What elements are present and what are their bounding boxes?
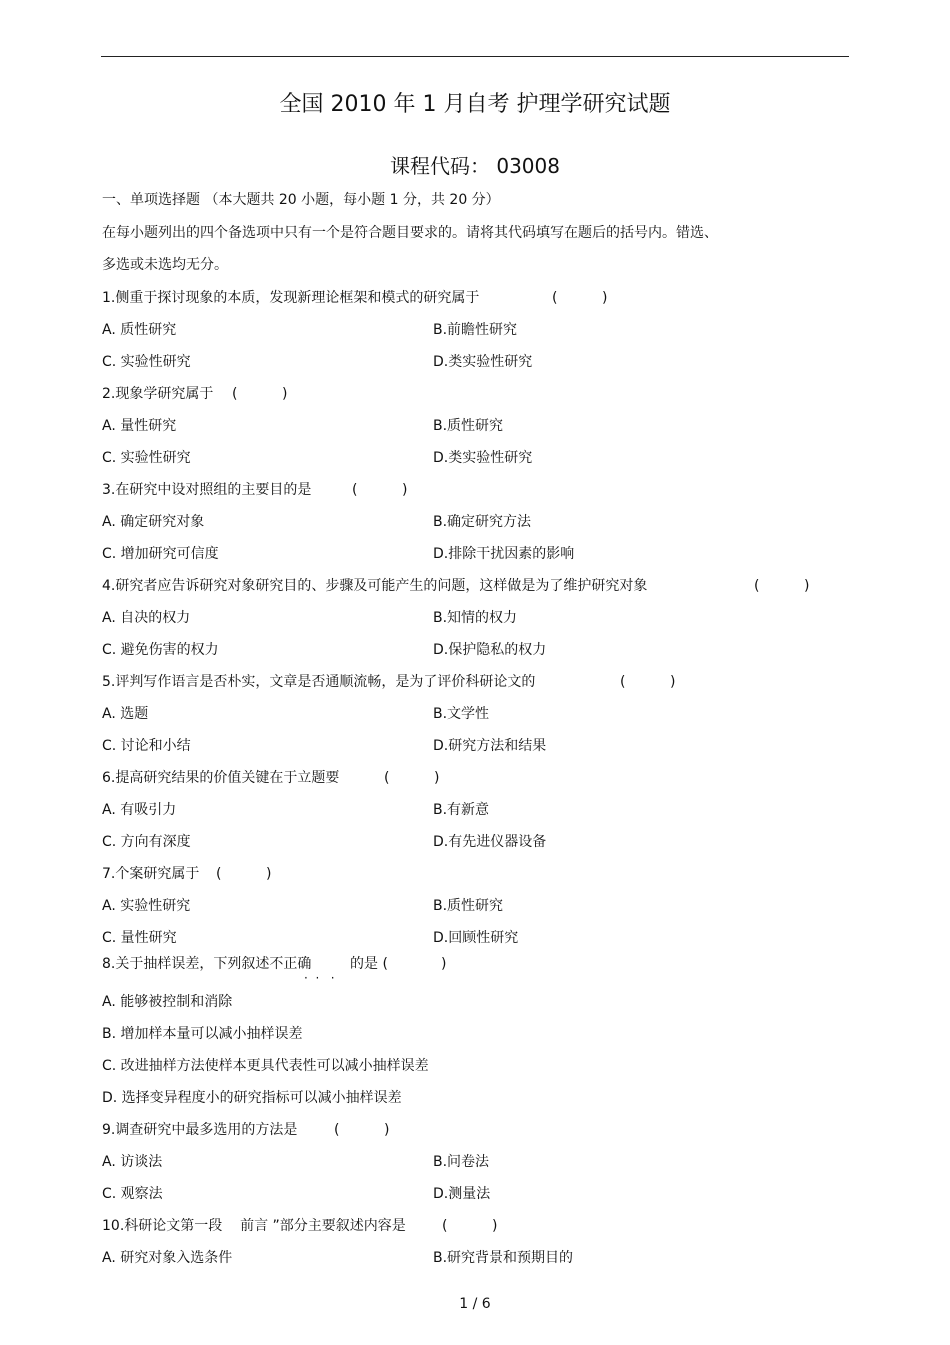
- answer-blank-10: ( ): [442, 1218, 498, 1234]
- q7-option-c: C. 量性研究: [102, 930, 177, 946]
- answer-blank-7: ( ): [216, 866, 272, 882]
- q2-option-c: C. 实验性研究: [102, 450, 191, 466]
- question-stem-3: 3.在研究中设对照组的主要目的是: [102, 482, 312, 498]
- question-stem-4: 4.研究者应告诉研究对象研究目的、步骤及可能产生的问题，这样做是为了维护研究对象: [102, 578, 648, 594]
- q8-option-b: B. 增加样本量可以减小抽样误差: [102, 1026, 303, 1042]
- q10-option-b: B.研究背景和预期目的: [433, 1250, 574, 1266]
- q5-option-a: A. 选题: [102, 706, 149, 722]
- q6-option-d: D.有先进仪器设备: [433, 834, 547, 850]
- q1-option-b: B.前瞻性研究: [433, 322, 518, 338]
- q1-option-a: A. 质性研究: [102, 322, 177, 338]
- q9-option-a: A. 访谈法: [102, 1154, 163, 1170]
- section-heading: 一、单项选择题 （本大题共 20 小题，每小题 1 分，共 20 分）: [102, 192, 500, 208]
- page-title: 全国 2010 年 1 月自考 护理学研究试题: [279, 92, 671, 117]
- answer-blank-4: ( ): [754, 578, 810, 594]
- q4-option-a: A. 自决的权力: [102, 610, 191, 626]
- answer-blank-6: ( ): [384, 770, 440, 786]
- q6-option-a: A. 有吸引力: [102, 802, 177, 818]
- q2-option-b: B.质性研究: [433, 418, 504, 434]
- answer-blank-9: ( ): [334, 1122, 390, 1138]
- q7-option-b: B.质性研究: [433, 898, 504, 914]
- question-stem-6: 6.提高研究结果的价值关键在于立题要: [102, 770, 340, 786]
- answer-blank-5: ( ): [620, 674, 676, 690]
- q9-option-d: D.测量法: [433, 1186, 491, 1202]
- emphasis-dots: · · ·: [304, 971, 335, 985]
- q9-option-c: C. 观察法: [102, 1186, 163, 1202]
- question-stem-1: 1.侧重于探讨现象的本质，发现新理论框架和模式的研究属于: [102, 290, 480, 306]
- q1-option-d: D.类实验性研究: [433, 354, 533, 370]
- q5-option-d: D.研究方法和结果: [433, 738, 547, 754]
- q3-option-a: A. 确定研究对象: [102, 514, 205, 530]
- instructions-line-1: 在每小题列出的四个备选项中只有一个是符合题目要求的。请将其代码填写在题后的括号内。错选、: [102, 225, 718, 241]
- question-stem-7: 7.个案研究属于: [102, 866, 200, 882]
- q4-option-c: C. 避免伤害的权力: [102, 642, 219, 658]
- question-stem-10: 10.科研论文第一段 前言 ”部分主要叙述内容是: [102, 1218, 406, 1234]
- q7-option-d: D.回顾性研究: [433, 930, 519, 946]
- q5-option-c: C. 讨论和小结: [102, 738, 191, 754]
- q8-option-d: D. 选择变异程度小的研究指标可以减小抽样误差: [102, 1090, 402, 1106]
- question-stem-8-tail: 的是 (: [350, 956, 388, 972]
- header-rule: [101, 56, 849, 57]
- answer-blank-3: ( ): [352, 482, 408, 498]
- q4-option-d: D.保护隐私的权力: [433, 642, 547, 658]
- q3-option-c: C. 增加研究可信度: [102, 546, 219, 562]
- answer-blank-2: ( ): [232, 386, 288, 402]
- q3-option-b: B.确定研究方法: [433, 514, 532, 530]
- question-stem-9: 9.调查研究中最多选用的方法是: [102, 1122, 298, 1138]
- q2-option-d: D.类实验性研究: [433, 450, 533, 466]
- q8-option-c: C. 改进抽样方法使样本更具代表性可以减小抽样误差: [102, 1058, 429, 1074]
- answer-blank-1: ( ): [552, 290, 608, 306]
- q9-option-b: B.问卷法: [433, 1154, 490, 1170]
- course-code: 课程代码： 03008: [390, 154, 560, 178]
- answer-blank-8-close: ): [441, 956, 447, 972]
- q5-option-b: B.文学性: [433, 706, 490, 722]
- q10-option-a: A. 研究对象入选条件: [102, 1250, 233, 1266]
- question-stem-5: 5.评判写作语言是否朴实，文章是否通顺流畅，是为了评价科研论文的: [102, 674, 536, 690]
- q8-option-a: A. 能够被控制和消除: [102, 994, 233, 1010]
- q1-option-c: C. 实验性研究: [102, 354, 191, 370]
- q6-option-b: B.有新意: [433, 802, 490, 818]
- q7-option-a: A. 实验性研究: [102, 898, 191, 914]
- q2-option-a: A. 量性研究: [102, 418, 177, 434]
- page-number: 1 / 6: [459, 1296, 491, 1312]
- q3-option-d: D.排除干扰因素的影响: [433, 546, 575, 562]
- q4-option-b: B.知情的权力: [433, 610, 518, 626]
- instructions-line-2: 多选或未选均无分。: [102, 257, 228, 273]
- q6-option-c: C. 方向有深度: [102, 834, 191, 850]
- question-stem-8: 8.关于抽样误差，下列叙述不正确: [102, 956, 312, 972]
- question-stem-2: 2.现象学研究属于: [102, 386, 214, 402]
